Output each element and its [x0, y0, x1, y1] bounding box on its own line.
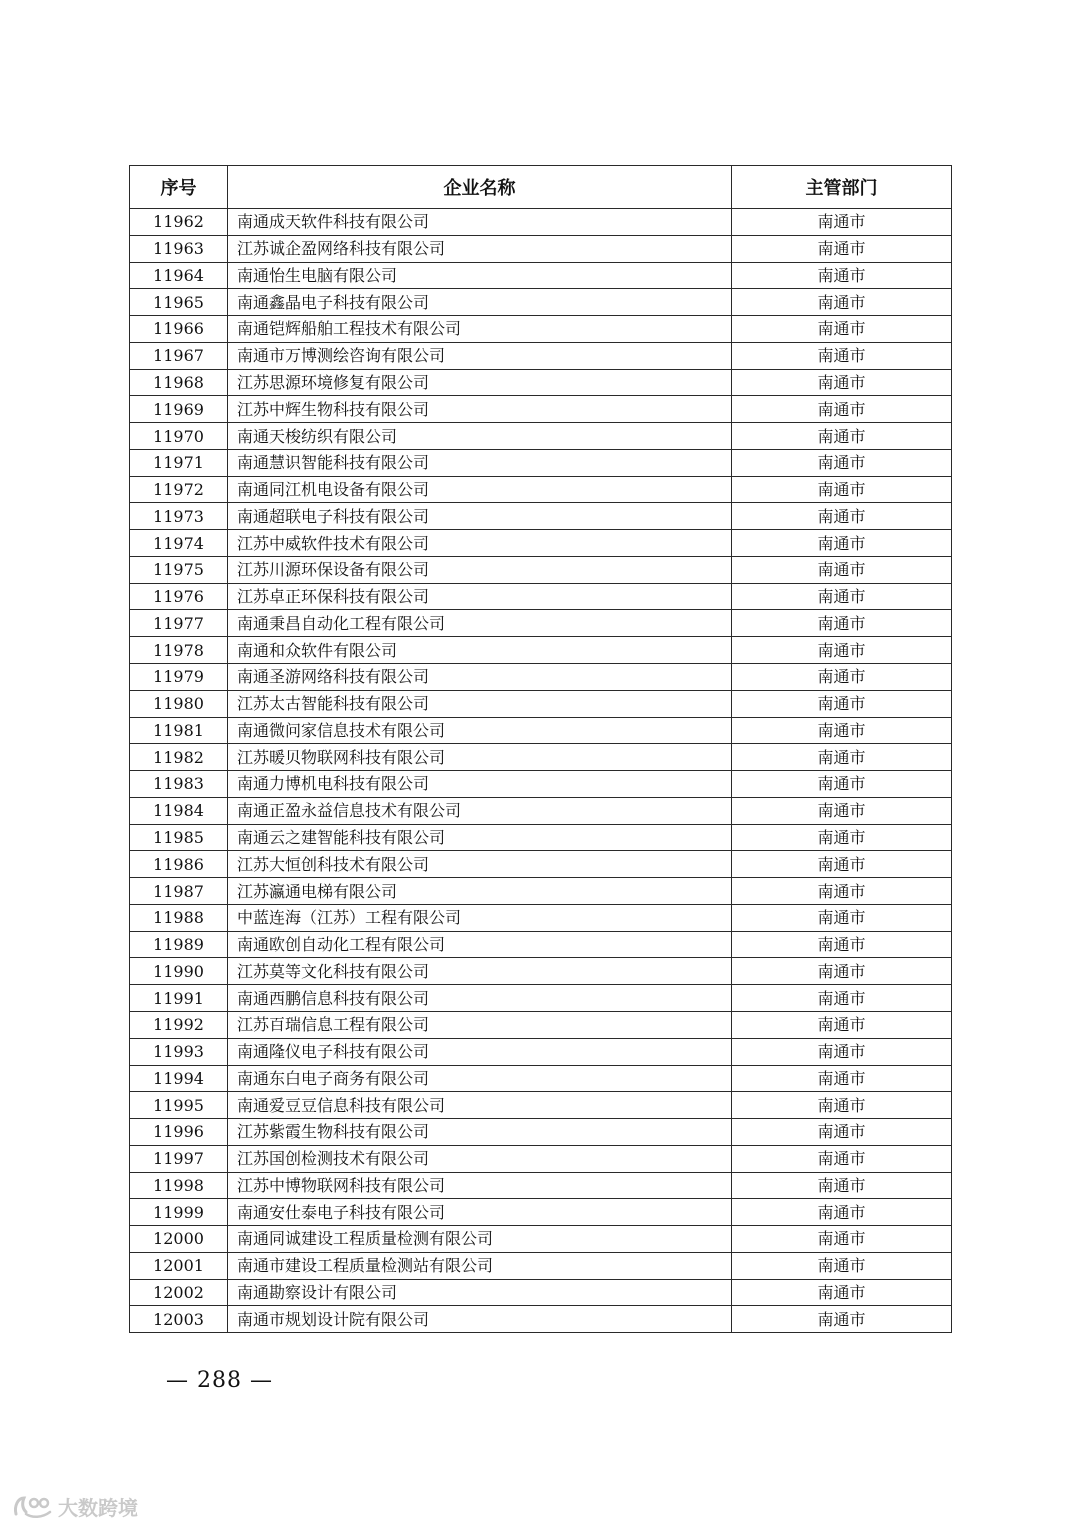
row-seq-cell: 11986	[130, 851, 228, 878]
table-row	[130, 503, 952, 530]
row-department-cell: 南通市	[732, 1145, 952, 1172]
table-row	[130, 958, 952, 985]
row-department-cell: 南通市	[732, 1199, 952, 1226]
table-row	[130, 262, 952, 289]
row-department-cell: 南通市	[732, 1172, 952, 1199]
row-enterprise-name-cell: 南通成天软件科技有限公司	[228, 209, 732, 236]
row-department-cell: 南通市	[732, 1038, 952, 1065]
row-seq-cell: 11964	[130, 262, 228, 289]
table-row	[130, 1279, 952, 1306]
row-department-cell: 南通市	[732, 342, 952, 369]
table-row	[130, 369, 952, 396]
row-seq-cell: 12002	[130, 1279, 228, 1306]
table-row	[130, 771, 952, 798]
table-row	[130, 1252, 952, 1279]
row-seq-cell: 11978	[130, 637, 228, 664]
table-row	[130, 717, 952, 744]
row-department-cell: 南通市	[732, 583, 952, 610]
row-enterprise-name-cell: 江苏暖贝物联网科技有限公司	[228, 744, 732, 771]
row-seq-cell: 11983	[130, 771, 228, 798]
row-department-cell: 南通市	[732, 717, 952, 744]
row-enterprise-name-cell: 江苏思源环境修复有限公司	[228, 369, 732, 396]
row-seq-cell: 11973	[130, 503, 228, 530]
row-seq-cell: 11967	[130, 342, 228, 369]
row-department-cell: 南通市	[732, 423, 952, 450]
header-department: 主管部门	[732, 166, 952, 209]
table-row	[130, 423, 952, 450]
row-enterprise-name-cell: 南通同江机电设备有限公司	[228, 476, 732, 503]
row-seq-cell: 11996	[130, 1119, 228, 1146]
row-department-cell: 南通市	[732, 664, 952, 691]
row-seq-cell: 11998	[130, 1172, 228, 1199]
row-enterprise-name-cell: 江苏大恒创科技术有限公司	[228, 851, 732, 878]
row-enterprise-name-cell: 南通正盈永益信息技术有限公司	[228, 797, 732, 824]
table-row	[130, 556, 952, 583]
row-department-cell: 南通市	[732, 851, 952, 878]
table-row	[130, 744, 952, 771]
row-seq-cell: 11977	[130, 610, 228, 637]
row-enterprise-name-cell: 江苏川源环保设备有限公司	[228, 556, 732, 583]
row-seq-cell: 11987	[130, 878, 228, 905]
row-seq-cell: 11963	[130, 235, 228, 262]
watermark	[12, 1492, 138, 1521]
row-department-cell: 南通市	[732, 878, 952, 905]
row-department-cell: 南通市	[732, 690, 952, 717]
row-enterprise-name-cell: 江苏瀛通电梯有限公司	[228, 878, 732, 905]
row-enterprise-name-cell: 南通鑫晶电子科技有限公司	[228, 289, 732, 316]
table-row	[130, 1038, 952, 1065]
table-row	[130, 664, 952, 691]
row-seq-cell: 11979	[130, 664, 228, 691]
row-department-cell: 南通市	[732, 1092, 952, 1119]
table-row	[130, 1306, 952, 1333]
row-seq-cell: 11995	[130, 1092, 228, 1119]
row-department-cell: 南通市	[732, 797, 952, 824]
table-row	[130, 289, 952, 316]
watermark-logo-icon	[12, 1494, 54, 1520]
row-enterprise-name-cell: 南通云之建智能科技有限公司	[228, 824, 732, 851]
row-department-cell: 南通市	[732, 449, 952, 476]
row-department-cell: 南通市	[732, 1279, 952, 1306]
row-seq-cell: 11985	[130, 824, 228, 851]
table-row	[130, 824, 952, 851]
table-row	[130, 209, 952, 236]
row-seq-cell: 11966	[130, 316, 228, 343]
row-enterprise-name-cell: 江苏紫霞生物科技有限公司	[228, 1119, 732, 1146]
row-enterprise-name-cell: 南通怡生电脑有限公司	[228, 262, 732, 289]
row-department-cell: 南通市	[732, 1306, 952, 1333]
row-seq-cell: 11965	[130, 289, 228, 316]
row-enterprise-name-cell: 南通爱豆豆信息科技有限公司	[228, 1092, 732, 1119]
table-row	[130, 690, 952, 717]
row-department-cell: 南通市	[732, 1119, 952, 1146]
row-department-cell: 南通市	[732, 771, 952, 798]
row-enterprise-name-cell: 南通隆仪电子科技有限公司	[228, 1038, 732, 1065]
row-department-cell: 南通市	[732, 316, 952, 343]
row-seq-cell: 11970	[130, 423, 228, 450]
row-department-cell: 南通市	[732, 262, 952, 289]
row-enterprise-name-cell: 南通西鹏信息科技有限公司	[228, 985, 732, 1012]
row-department-cell: 南通市	[732, 369, 952, 396]
row-enterprise-name-cell: 江苏国创检测技术有限公司	[228, 1145, 732, 1172]
table-row	[130, 1172, 952, 1199]
table-row	[130, 1011, 952, 1038]
row-enterprise-name-cell: 南通慧识智能科技有限公司	[228, 449, 732, 476]
row-seq-cell: 12001	[130, 1252, 228, 1279]
row-enterprise-name-cell: 江苏诚企盈网络科技有限公司	[228, 235, 732, 262]
row-department-cell: 南通市	[732, 985, 952, 1012]
row-enterprise-name-cell: 南通勘察设计有限公司	[228, 1279, 732, 1306]
table-row	[130, 476, 952, 503]
row-department-cell: 南通市	[732, 1252, 952, 1279]
row-department-cell: 南通市	[732, 824, 952, 851]
row-enterprise-name-cell: 南通东白电子商务有限公司	[228, 1065, 732, 1092]
row-seq-cell: 11992	[130, 1011, 228, 1038]
table-row	[130, 1145, 952, 1172]
row-enterprise-name-cell: 江苏太古智能科技有限公司	[228, 690, 732, 717]
table-row	[130, 931, 952, 958]
row-enterprise-name-cell: 南通市万博测绘咨询有限公司	[228, 342, 732, 369]
row-department-cell: 南通市	[732, 503, 952, 530]
row-department-cell: 南通市	[732, 530, 952, 557]
table-row	[130, 316, 952, 343]
row-department-cell: 南通市	[732, 958, 952, 985]
header-seq: 序号	[130, 166, 228, 209]
row-enterprise-name-cell: 江苏百瑞信息工程有限公司	[228, 1011, 732, 1038]
row-seq-cell: 11981	[130, 717, 228, 744]
row-seq-cell: 11991	[130, 985, 228, 1012]
row-seq-cell: 11971	[130, 449, 228, 476]
row-seq-cell: 11975	[130, 556, 228, 583]
row-department-cell: 南通市	[732, 904, 952, 931]
row-seq-cell: 11969	[130, 396, 228, 423]
row-enterprise-name-cell: 江苏中辉生物科技有限公司	[228, 396, 732, 423]
row-seq-cell: 11976	[130, 583, 228, 610]
row-seq-cell: 12000	[130, 1226, 228, 1253]
table-row	[130, 530, 952, 557]
row-enterprise-name-cell: 江苏中威软件技术有限公司	[228, 530, 732, 557]
table-row	[130, 797, 952, 824]
row-seq-cell: 11974	[130, 530, 228, 557]
row-seq-cell: 11972	[130, 476, 228, 503]
row-enterprise-name-cell: 南通铠辉船舶工程技术有限公司	[228, 316, 732, 343]
table-body	[130, 209, 952, 1333]
row-enterprise-name-cell: 南通欧创自动化工程有限公司	[228, 931, 732, 958]
table-row	[130, 396, 952, 423]
row-department-cell: 南通市	[732, 209, 952, 236]
table-row	[130, 610, 952, 637]
header-enterprise-name: 企业名称	[228, 166, 732, 209]
row-seq-cell: 11982	[130, 744, 228, 771]
row-enterprise-name-cell: 南通超联电子科技有限公司	[228, 503, 732, 530]
row-department-cell: 南通市	[732, 1226, 952, 1253]
table-row	[130, 1199, 952, 1226]
row-department-cell: 南通市	[732, 556, 952, 583]
row-seq-cell: 11999	[130, 1199, 228, 1226]
row-seq-cell: 11990	[130, 958, 228, 985]
row-seq-cell: 11994	[130, 1065, 228, 1092]
row-department-cell: 南通市	[732, 1011, 952, 1038]
row-seq-cell: 11997	[130, 1145, 228, 1172]
row-enterprise-name-cell: 南通力博机电科技有限公司	[228, 771, 732, 798]
table-row	[130, 904, 952, 931]
row-department-cell: 南通市	[732, 931, 952, 958]
enterprise-table	[129, 165, 952, 1333]
table-row	[130, 342, 952, 369]
row-enterprise-name-cell: 南通圣游网络科技有限公司	[228, 664, 732, 691]
row-enterprise-name-cell: 南通安仕泰电子科技有限公司	[228, 1199, 732, 1226]
row-enterprise-name-cell: 江苏中博物联网科技有限公司	[228, 1172, 732, 1199]
row-seq-cell: 11988	[130, 904, 228, 931]
table-row	[130, 637, 952, 664]
table-header-row	[130, 166, 952, 209]
row-department-cell: 南通市	[732, 235, 952, 262]
row-enterprise-name-cell: 南通和众软件有限公司	[228, 637, 732, 664]
row-enterprise-name-cell: 江苏莫等文化科技有限公司	[228, 958, 732, 985]
table-row	[130, 449, 952, 476]
table-row	[130, 583, 952, 610]
row-enterprise-name-cell: 南通同诚建设工程质量检测有限公司	[228, 1226, 732, 1253]
row-department-cell: 南通市	[732, 744, 952, 771]
row-department-cell: 南通市	[732, 610, 952, 637]
row-seq-cell: 11962	[130, 209, 228, 236]
row-enterprise-name-cell: 南通市建设工程质量检测站有限公司	[228, 1252, 732, 1279]
row-enterprise-name-cell: 南通秉昌自动化工程有限公司	[228, 610, 732, 637]
row-department-cell: 南通市	[732, 289, 952, 316]
table-row	[130, 878, 952, 905]
table-row	[130, 1065, 952, 1092]
row-enterprise-name-cell: 南通微问家信息技术有限公司	[228, 717, 732, 744]
table-row	[130, 985, 952, 1012]
row-seq-cell: 12003	[130, 1306, 228, 1333]
row-enterprise-name-cell: 南通天梭纺织有限公司	[228, 423, 732, 450]
row-enterprise-name-cell: 江苏卓正环保科技有限公司	[228, 583, 732, 610]
row-enterprise-name-cell: 中蓝连海（江苏）工程有限公司	[228, 904, 732, 931]
row-department-cell: 南通市	[732, 476, 952, 503]
row-seq-cell: 11980	[130, 690, 228, 717]
row-seq-cell: 11984	[130, 797, 228, 824]
row-department-cell: 南通市	[732, 637, 952, 664]
table-row	[130, 1119, 952, 1146]
row-department-cell: 南通市	[732, 1065, 952, 1092]
row-seq-cell: 11968	[130, 369, 228, 396]
watermark-text: 大数跨境	[58, 1496, 138, 1520]
table-row	[130, 1226, 952, 1253]
table-row	[130, 851, 952, 878]
page-number: — 288 —	[166, 1368, 273, 1393]
row-seq-cell: 11989	[130, 931, 228, 958]
row-seq-cell: 11993	[130, 1038, 228, 1065]
table-row	[130, 1092, 952, 1119]
row-enterprise-name-cell: 南通市规划设计院有限公司	[228, 1306, 732, 1333]
table-row	[130, 235, 952, 262]
row-department-cell: 南通市	[732, 396, 952, 423]
